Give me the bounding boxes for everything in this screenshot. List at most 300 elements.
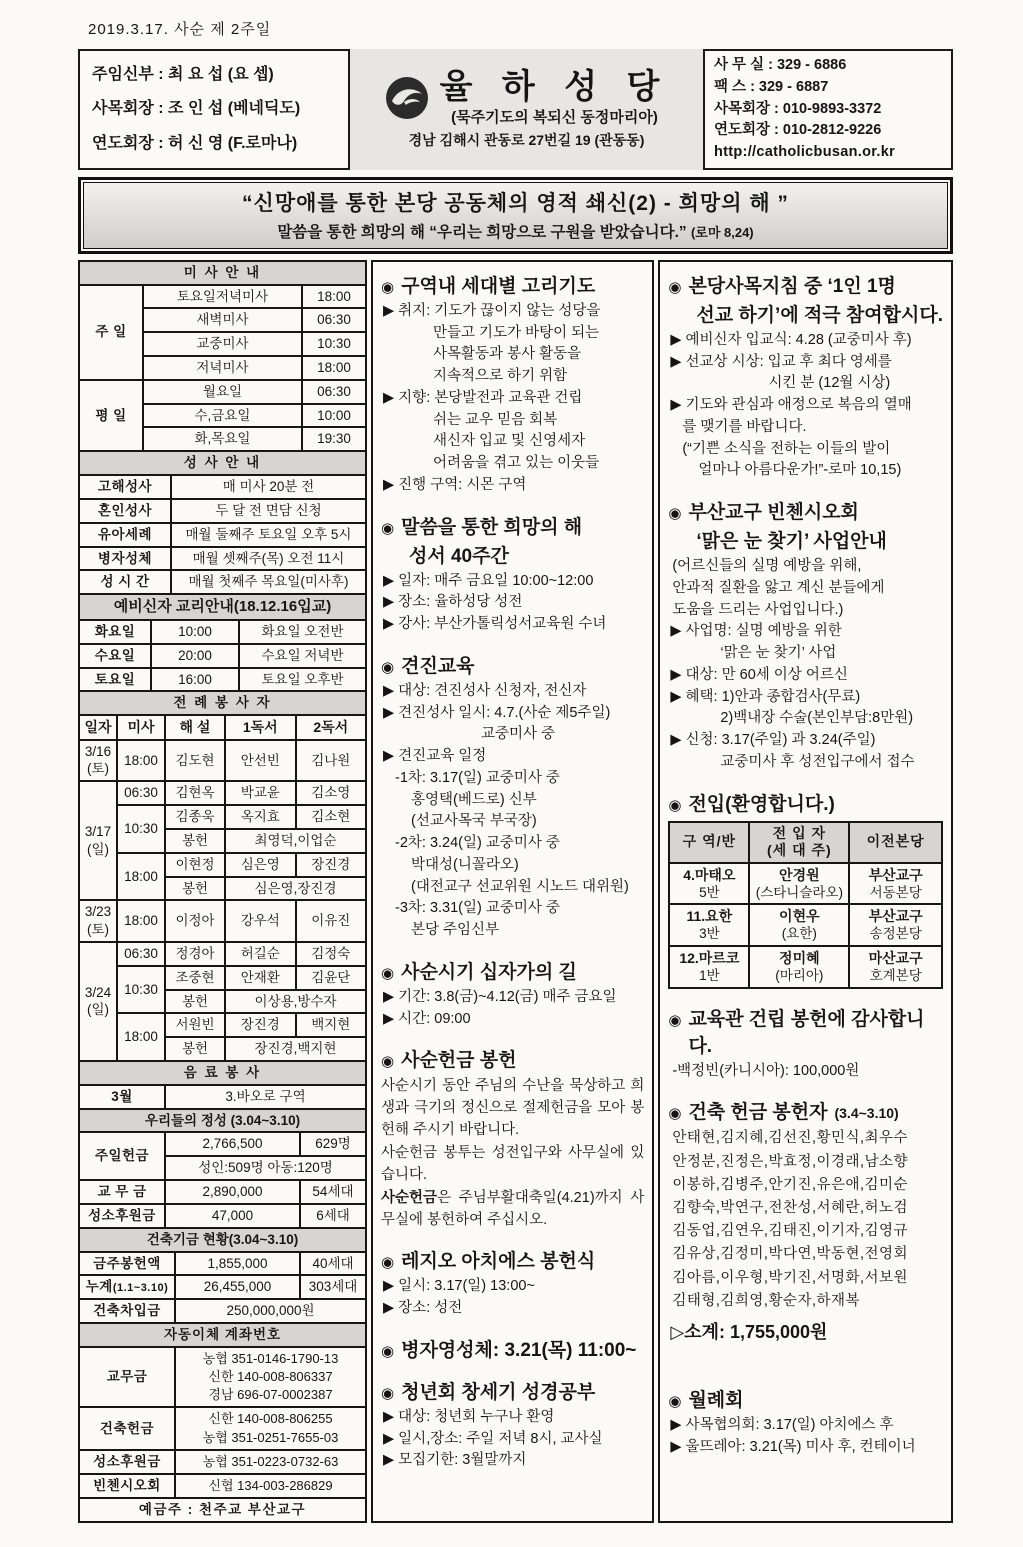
- theme-line2-text: 말씀을 통한 희망의 해 “우리는 희망으로 구원을 받았습니다.”: [277, 223, 687, 241]
- section-title-text: 청년회 창세기 성경공부: [401, 1381, 596, 1403]
- body-columns: [78, 260, 953, 1523]
- cell-line: (요한): [781, 926, 817, 942]
- text-line: (대전교구 선교위원 시노드 대위원): [411, 878, 629, 895]
- cell: 강우석: [225, 900, 296, 942]
- section-title: [668, 271, 943, 298]
- cell: 봉헌: [165, 829, 225, 853]
- cell-line: 11.요한: [686, 908, 733, 925]
- table-title: 예비신자 교리안내(18.12.16입교): [79, 594, 366, 620]
- section-title: [381, 1335, 644, 1362]
- section-title-line2: 선교 하기’에 적극 참여합시다.: [696, 304, 943, 326]
- bold-lead: 사순헌금: [381, 1190, 438, 1207]
- account-number: 농협 351-0251-7655-03: [202, 1429, 339, 1445]
- cell: 3월: [79, 1085, 165, 1109]
- cell-line: 3반: [699, 926, 720, 942]
- donor-name-line: 김아름,이우형,박기진,서명화,서보원: [672, 1269, 909, 1286]
- header: [78, 49, 953, 170]
- cell: 화,목요일: [143, 427, 302, 451]
- cell: 수요일: [79, 644, 151, 668]
- text-line: ▶ 기간: 3.8(금)~4.12(금) 매주 금요일: [383, 988, 617, 1005]
- cell: 토요일 오후반: [239, 668, 366, 692]
- text-line: ▶ 견진성사 일시: 4.7.(사순 제5주일): [383, 704, 611, 721]
- text-line: ▶ 지향: 본당발전과 교육관 건립: [383, 389, 583, 406]
- cell: 봉헌: [165, 990, 225, 1014]
- cell: 성 시 간: [79, 570, 171, 594]
- cell: 장진경: [296, 853, 367, 877]
- contact-lines: [714, 55, 942, 142]
- donor-list: [668, 1127, 943, 1313]
- cell: 화요일: [79, 620, 151, 644]
- section-bullet-icon: ◉: [381, 519, 395, 537]
- cell-line: 마산교구: [868, 949, 923, 966]
- cell-line: 이현우: [779, 908, 820, 925]
- text-line: 사목활동과 봉사 활동을: [433, 346, 582, 363]
- section-lines: [381, 1276, 644, 1320]
- text-line: ▶ 진행 구역: 시몬 구역: [383, 476, 527, 493]
- text-line: 교중미사 중: [481, 726, 556, 743]
- cell: 고해성사: [79, 475, 171, 499]
- col-header: [849, 822, 942, 863]
- text-line: 안과적 질환을 앓고 계신 분들에게: [672, 579, 885, 596]
- cell: 두 달 전 면담 신청: [171, 499, 366, 523]
- section-title: [381, 1045, 644, 1072]
- donor-line: -백정빈(카니시아): 100,000원: [672, 1062, 860, 1079]
- cell: 건축헌금: [79, 1407, 175, 1449]
- col-header: [749, 822, 849, 863]
- section-title: [381, 957, 644, 984]
- section-title-line2: 성서 40주간: [409, 545, 509, 567]
- section-title-text: 병자영성체: 3.21(목) 11:00~: [401, 1339, 637, 1361]
- donor-name-line: 이봉하,김병주,안기진,유은애,김미순: [672, 1176, 909, 1193]
- text-line: ▶ 견진교육 일정: [383, 748, 487, 764]
- text-line: ▶ 사목협의회: 3.17(일) 아치에스 후: [670, 1416, 894, 1433]
- staff-line: 주임신부 : 최 요 섭 (요 셉): [92, 66, 274, 84]
- cell: 유아세례: [79, 523, 171, 547]
- zone-cell: [669, 904, 749, 946]
- middle-column: [371, 260, 654, 1523]
- left-column: [78, 260, 367, 1523]
- text-line: ▶ 일시,장소: 주일 저녁 8시, 교사실: [383, 1430, 603, 1447]
- paragraph: 사순헌금 봉투는 성전입구와 사무실에 있습니다.: [381, 1145, 645, 1184]
- donation-subtotal: ▷소계: 1,755,000원: [670, 1321, 828, 1342]
- text-line: ▶ 신청: 3.17(주일) 과 3.24(주일): [670, 732, 876, 748]
- account-number: 신한 140-008-806337: [208, 1368, 333, 1384]
- section-bullet-icon: ◉: [381, 1384, 395, 1402]
- theme-banner-inner: [83, 182, 948, 249]
- cell: 교 무 금: [79, 1180, 165, 1204]
- contact-line: 팩 스 : 329 - 6887: [714, 78, 829, 95]
- table-title: 전 례 봉 사 자: [79, 691, 366, 715]
- contact-line: 사 무 실 : 329 - 6886: [714, 57, 847, 73]
- previous-parish-cell: [849, 863, 942, 905]
- cell: 3.바오로 구역: [165, 1085, 366, 1109]
- cell: 금주봉헌액: [79, 1252, 175, 1276]
- bank-accounts-table: [78, 1322, 367, 1523]
- paragraph: 사순시기 동안 주님의 수난을 묵상하고 희생과 극기의 정신으로 절제헌금을 모아 봉헌해 주시기 바랍니다.: [381, 1078, 645, 1139]
- account-numbers-cell: [175, 1407, 366, 1449]
- section-title: [668, 1097, 943, 1124]
- date: 3/17: [84, 823, 112, 839]
- section-legio-acies: [381, 1246, 644, 1320]
- building-fund-table: [78, 1227, 367, 1324]
- cell: 매월 첫째주 목요일(미사후): [171, 570, 366, 594]
- date-cell: [79, 900, 117, 942]
- cell-line: (마리아): [775, 968, 824, 984]
- cell: 10:00: [302, 404, 366, 428]
- weekday: (토): [86, 761, 110, 777]
- text-line: ▶ 대상: 만 60세 이상 어르신: [670, 666, 848, 683]
- col-header: [669, 822, 749, 863]
- payee-cell: 예금주 : 천주교 부산교구: [79, 1498, 366, 1522]
- text-line: ▶ 기도와 관심과 애정으로 복음의 열매: [670, 397, 912, 413]
- header-line: 구 역/반: [682, 833, 737, 850]
- text-line: 박대성(니꼴라오): [411, 856, 519, 873]
- section-new-members: [668, 789, 943, 989]
- cell: 화요일 오전반: [239, 620, 366, 644]
- section-way-of-cross: [381, 957, 644, 1031]
- cell: 주일헌금: [79, 1132, 165, 1180]
- contact-box: [703, 49, 953, 170]
- mass-schedule-table: [78, 260, 367, 453]
- section-lines: [668, 1415, 943, 1459]
- section-bible-40weeks: [381, 512, 644, 636]
- cell: 매월 셋째주(목) 오전 11시: [171, 547, 366, 571]
- count-cell: 54세대: [300, 1180, 366, 1204]
- cell: 수,금요일: [143, 404, 302, 428]
- count-cell: 629명: [300, 1132, 366, 1156]
- section-title-text: 부산교구 빈첸시오회: [688, 502, 859, 523]
- cell: 16:00: [151, 668, 239, 692]
- section-title-text: 사순헌금 봉헌: [401, 1050, 517, 1072]
- paragraph: [381, 1187, 644, 1231]
- date: 3/24: [84, 984, 112, 1000]
- text-line: ▶ 일자: 매주 금요일 10:00~12:00: [383, 572, 594, 589]
- cell: 건축차입금: [79, 1299, 175, 1323]
- paragraph-rest: 은 주님부활대축일(4.21)까지 사무실에 봉헌하여 주십시오.: [381, 1190, 645, 1229]
- cell: 18:00: [302, 285, 366, 309]
- cell: 김나원: [296, 740, 367, 782]
- contact-line: 사목회장 : 010-9893-3372: [714, 100, 882, 117]
- cell: 이현정: [165, 853, 225, 877]
- amount-cell: 2,766,500: [165, 1132, 300, 1156]
- cell: 10:30: [117, 966, 165, 1014]
- section-confirmation-education: [381, 651, 644, 942]
- section-bullet-icon: ◉: [668, 1105, 682, 1123]
- church-name: 율 하 성 당: [439, 68, 670, 107]
- cell: 김윤단: [296, 966, 367, 990]
- cell: [79, 1275, 175, 1299]
- amount-cell: 2,890,000: [165, 1180, 300, 1204]
- cell-line: 서동본당: [869, 884, 922, 900]
- church-subtitle: (묵주기도의 복되신 동정마리아): [451, 108, 658, 126]
- account-number: 신협 134-003-286829: [208, 1477, 333, 1493]
- cell: 박교윤: [225, 781, 296, 805]
- cell: 이유진: [296, 900, 367, 942]
- weekday: (일): [86, 1002, 110, 1018]
- table-title: 미 사 안 내: [79, 261, 366, 285]
- cell: 심은영: [225, 853, 296, 877]
- text-line: 얼마나 아름다운가!”-로마 10,15): [698, 462, 902, 479]
- amount-cell: 250,000,000원: [175, 1299, 366, 1323]
- label: 누계: [85, 1279, 113, 1295]
- website-url: http://catholicbusan.or.kr: [714, 144, 896, 160]
- count-cell: 40세대: [300, 1252, 366, 1276]
- section-title-text: 구역내 세대별 고리기도: [401, 275, 596, 297]
- section-title-text: 교육관 건립 봉헌에 감사합니다.: [688, 1008, 925, 1057]
- cell: 안재환: [225, 966, 296, 990]
- cell: 06:30: [302, 308, 366, 332]
- count-cell: 6세대: [300, 1204, 366, 1228]
- text-line: 지속적으로 하기 위함: [433, 368, 568, 384]
- col-header: 1독서: [225, 715, 296, 739]
- cell: 토요일저녁미사: [143, 285, 302, 309]
- cell: 새벽미사: [143, 308, 302, 332]
- amount-cell: 26,455,000: [175, 1275, 300, 1299]
- text-line: ▶ 선교상 시상: 입교 후 최다 영세를: [670, 353, 892, 370]
- section-title-text: 건축 헌금 봉헌자: [688, 1102, 828, 1124]
- cell: 옥지효: [225, 805, 296, 829]
- date: 3/16: [84, 743, 112, 759]
- section-monthly-meetings: [668, 1385, 943, 1459]
- cell: 심은영,장진경: [225, 877, 366, 901]
- cell-line: 부산교구: [868, 866, 923, 883]
- section-youth-bible-study: [381, 1377, 644, 1472]
- section-title: [381, 651, 644, 678]
- section-lent-offering: [381, 1045, 644, 1231]
- section-lines: [381, 681, 644, 942]
- staff-box: [78, 49, 350, 170]
- cell: 김소현: [296, 805, 367, 829]
- section-vincent-eye-care: [668, 497, 943, 774]
- cell: 18:00: [117, 900, 165, 942]
- section-bullet-icon: ◉: [668, 278, 682, 296]
- cell: 김소영: [296, 781, 367, 805]
- cell: 이상용,방수자: [225, 990, 366, 1014]
- cell-line: 안경원: [779, 866, 820, 883]
- church-name-stack: [440, 70, 670, 127]
- cell: 김도현: [165, 740, 225, 782]
- text-line: 만들고 기도가 바탕이 되는: [433, 324, 600, 341]
- text-line: -3차: 3.31(일) 교중미사 중: [395, 900, 560, 917]
- col-header: 미사: [117, 715, 165, 739]
- cell: 평 일: [79, 380, 143, 451]
- text-line: ▶ 모집기한: 3월말까지: [383, 1452, 527, 1469]
- text-line: (어르신들의 실명 예방을 위해,: [672, 558, 862, 574]
- section-mission-policy: [668, 271, 943, 482]
- account-numbers-cell: [175, 1474, 366, 1498]
- section-building-donors: [668, 1097, 943, 1344]
- church-name-row: [352, 70, 701, 127]
- text-line: ▶ 장소: 율하성당 성전: [383, 594, 523, 611]
- table-title: 음 료 봉 사: [79, 1061, 366, 1085]
- section-bullet-icon: ◉: [381, 658, 395, 676]
- contact-line: 연도회장 : 010-2812-9226: [714, 122, 882, 139]
- cell-line: 송정본당: [869, 926, 922, 942]
- cell: 20:00: [151, 644, 239, 668]
- col-header: 2독서: [296, 715, 367, 739]
- section-ring-prayer: [381, 271, 644, 497]
- section-title-text: 본당사목지침 중 ‘1인 1명: [688, 275, 896, 297]
- section-title: [381, 271, 644, 298]
- beverage-service-table: [78, 1060, 367, 1110]
- section-title: [668, 1004, 943, 1058]
- amount-cell: 47,000: [165, 1204, 300, 1228]
- cell: 토요일: [79, 668, 151, 692]
- weekday: (일): [86, 841, 110, 857]
- cell-line: 호계본당: [869, 968, 922, 984]
- section-title-text: 레지오 아치에스 봉헌식: [401, 1251, 596, 1273]
- member-cell: [749, 946, 849, 988]
- section-bullet-icon: ◉: [381, 278, 395, 296]
- section-bullet-icon: ◉: [668, 796, 682, 814]
- cell: 18:00: [302, 356, 366, 380]
- text-line: 를 맺기를 바랍니다.: [682, 418, 807, 435]
- cell: 월요일: [143, 380, 302, 404]
- table-title: 우리들의 정성 (3.04~3.10): [79, 1109, 366, 1133]
- text-line: 본당 주임신부: [411, 922, 500, 938]
- section-title: [668, 497, 943, 524]
- section-title: [668, 789, 943, 816]
- date-cell: [79, 942, 117, 1061]
- section-title: [381, 512, 644, 539]
- header-line: 전 입 자: [772, 824, 827, 841]
- text-line: ▶ 울뜨레아: 3.21(목) 미사 후, 컨테이너: [670, 1438, 916, 1455]
- cell: 06:30: [117, 781, 165, 805]
- section-lines: [668, 330, 943, 482]
- donor-name-line: 안정분,진정은,박효정,이경래,남소향: [672, 1153, 909, 1170]
- cell: 안선빈: [225, 740, 296, 782]
- cell: 김종욱: [165, 805, 225, 829]
- cell: 10:00: [151, 620, 239, 644]
- text-line: 쉬는 교우 믿음 회복: [433, 411, 558, 428]
- date: 3/23: [84, 904, 112, 920]
- account-number: 경남 696-07-0002387: [208, 1387, 333, 1403]
- text-line: 어려움을 겪고 있는 이웃들: [433, 455, 600, 471]
- cell: 조중현: [165, 966, 225, 990]
- cell: 매 미사 20분 전: [171, 475, 366, 499]
- col-header: 해 설: [165, 715, 225, 739]
- account-numbers-cell: [175, 1347, 366, 1408]
- text-line: ▶ 취지: 기도가 끊이지 않는 성당을: [383, 302, 601, 319]
- cell: 혼인성사: [79, 499, 171, 523]
- church-logo-icon: [384, 75, 430, 121]
- cell: 성인:509명 아동:120명: [165, 1156, 366, 1180]
- staff-line: 사목회장 : 조 인 섭 (베네딕도): [92, 100, 301, 118]
- theme-line1: “신망애를 통한 본당 공동체의 영적 쇄신(2) - 희망의 해 ”: [242, 191, 789, 215]
- donor-name-line: 김동업,김연우,김태진,이기자,김영규: [672, 1223, 909, 1240]
- previous-parish-cell: [849, 904, 942, 946]
- zone-cell: [669, 863, 749, 905]
- date-line: 2019.3.17. 사순 제 2주일: [88, 21, 272, 38]
- text-line: -1차: 3.17(일) 교중미사 중: [395, 769, 560, 786]
- section-bullet-icon: ◉: [668, 1011, 682, 1029]
- text-line: ▶ 사업명: 실명 예방을 위한: [670, 623, 842, 640]
- account-number: 농협 351-0223-0732-63: [202, 1453, 339, 1469]
- section-bullet-icon: ◉: [381, 1342, 395, 1360]
- weekday: (토): [86, 922, 110, 938]
- member-cell: [749, 904, 849, 946]
- text-line: ▶ 예비신자 입교식: 4.28 (교중미사 후): [670, 331, 912, 348]
- cell: 18:00: [117, 853, 165, 901]
- cell: 백지현: [296, 1013, 367, 1037]
- table-title: 성 사 안 내: [79, 451, 366, 475]
- section-title-text: 전입(환영합니다.): [688, 793, 835, 815]
- cell: 성소후원금: [79, 1204, 165, 1228]
- text-line: 시킨 분 (12월 시상): [768, 375, 891, 392]
- cell: 허길순: [225, 942, 296, 966]
- count-cell: 303세대: [300, 1275, 366, 1299]
- cell: 18:00: [117, 740, 165, 782]
- cell-line: 12.마르코: [679, 949, 740, 966]
- donor-name-line: 김유상,김정미,박다연,박동현,전영회: [672, 1246, 909, 1263]
- section-title-text: 월례회: [688, 1389, 744, 1411]
- section-lines: [381, 571, 644, 636]
- cell-line: (스타니슬라오): [755, 884, 843, 900]
- section-sick-communion: [381, 1335, 644, 1362]
- cell: 19:30: [302, 427, 366, 451]
- date-cell: [79, 781, 117, 900]
- cell: 06:30: [117, 942, 165, 966]
- cell: 최영덕,이업순: [225, 829, 366, 853]
- cell-line: 1반: [699, 968, 720, 984]
- theme-line2: [86, 220, 945, 242]
- cell: 06:30: [302, 380, 366, 404]
- cell: 수요일 저녁반: [239, 644, 366, 668]
- cell-line: 정미혜: [779, 949, 820, 966]
- cell: 교중미사: [143, 332, 302, 356]
- new-members-table: [668, 821, 943, 989]
- label-sub: (1.1~3.10): [112, 1282, 169, 1295]
- donor-name-line: 김향숙,박연구,전찬성,서혜란,허노검: [672, 1200, 909, 1217]
- cell: 주 일: [79, 285, 143, 380]
- cell: 봉헌: [165, 1037, 225, 1061]
- section-lines: [381, 1407, 644, 1472]
- zone-cell: [669, 946, 749, 988]
- offering-table: [78, 1108, 367, 1229]
- section-bullet-icon: ◉: [381, 964, 395, 982]
- church-address: 경남 김해시 관동로 27번길 19 (관동동): [408, 131, 645, 148]
- table-title: 건축기금 현황(3.04~3.10): [79, 1228, 366, 1252]
- cell: 정경아: [165, 942, 225, 966]
- text-line: ▶ 대상: 견진성사 신청자, 전신자: [383, 682, 587, 699]
- account-number: 신한 140-008-806255: [208, 1411, 333, 1427]
- text-line: ‘맑은 눈 찾기’ 사업: [720, 645, 837, 661]
- text-line: 도움을 드리는 사업입니다.): [672, 601, 844, 618]
- col-header: 일자: [79, 715, 117, 739]
- cell: 10:30: [302, 332, 366, 356]
- member-cell: [749, 863, 849, 905]
- section-education-building-thanks: [668, 1004, 943, 1083]
- sacraments-table: [78, 450, 367, 595]
- theme-banner: [78, 177, 953, 254]
- text-line: ▶ 장소: 성전: [383, 1300, 463, 1317]
- section-bullet-icon: ◉: [668, 505, 682, 522]
- text-line: -2차: 3.24(일) 교중미사 중: [395, 835, 560, 851]
- text-line: (“기쁜 소식을 전하는 이들의 발이: [682, 440, 891, 457]
- cell: 빈첸시오회: [79, 1474, 175, 1498]
- text-line: (선교사목국 부국장): [411, 813, 537, 830]
- cell: 서원빈: [165, 1013, 225, 1037]
- section-lines: [381, 301, 644, 497]
- section-bullet-icon: ◉: [381, 1053, 395, 1071]
- cell: 18:00: [117, 1013, 165, 1061]
- section-lines: [668, 556, 943, 774]
- previous-parish-cell: [849, 946, 942, 988]
- header-line: (세 대 주): [767, 842, 832, 858]
- text-line: ▶ 대상: 청년회 누구나 환영: [383, 1408, 555, 1425]
- section-title-sub: (3.4~3.10): [834, 1105, 899, 1122]
- text-line: ▶ 시간: 09:00: [383, 1010, 471, 1027]
